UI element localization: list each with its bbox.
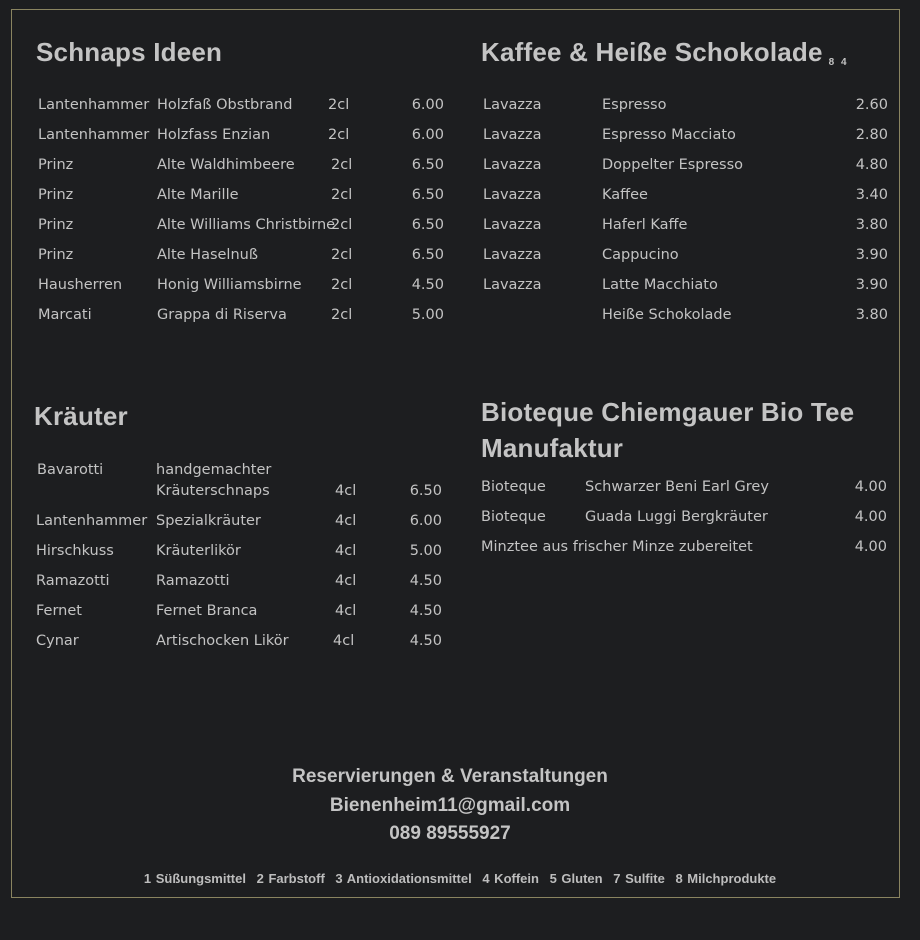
item-brand: Lantenhammer	[36, 513, 148, 529]
item-price: 3.80	[855, 307, 888, 323]
item-name: Espresso	[602, 97, 667, 113]
item-price: 4.50	[409, 573, 442, 589]
item-size: 2cl	[331, 217, 353, 233]
item-price: 2.60	[855, 97, 888, 113]
item-brand: Lavazza	[483, 127, 542, 143]
item-name: Haferl Kaffe	[602, 217, 688, 233]
item-price: 5.00	[409, 543, 442, 559]
item-brand: Lavazza	[483, 247, 542, 263]
item-brand: Prinz	[38, 217, 74, 233]
kaffee-title: Kaffee & Heiße Schokolade	[481, 37, 823, 67]
contact-phone[interactable]: 089 89555927	[389, 823, 511, 844]
item-name: Fernet Branca	[156, 603, 258, 619]
kaffee-heading	[481, 34, 849, 77]
tee-heading	[481, 394, 854, 466]
contact-email[interactable]: Bienenheim11@gmail.com	[329, 795, 571, 816]
item-price: 5.00	[411, 307, 444, 323]
item-name: Alte Williams Christbirne	[157, 217, 336, 233]
item-price: 2.80	[855, 127, 888, 143]
item-size: 2cl	[331, 277, 353, 293]
item-size: 2cl	[331, 247, 353, 263]
tee-title-line1: Bioteque Chiemgauer Bio Tee	[481, 397, 855, 427]
item-size: 4cl	[335, 573, 357, 589]
legend-item: 1 Süßungsmittel	[143, 871, 246, 886]
item-name-line2: Kräuterschnaps	[156, 483, 270, 499]
item-price: 6.00	[409, 513, 442, 529]
item-price: 3.80	[855, 217, 888, 233]
item-size: 4cl	[335, 513, 357, 529]
item-size: 2cl	[328, 127, 350, 143]
item-price: 4.00	[854, 509, 887, 525]
item-price: 6.50	[411, 247, 444, 263]
item-name: Holzfass Enzian	[157, 127, 271, 143]
item-brand: Marcati	[38, 307, 92, 323]
legend-item: 7 Sulfite	[613, 871, 665, 886]
item-name: Spezialkräuter	[156, 513, 261, 529]
item-brand: Hausherren	[38, 277, 123, 293]
legend-item: 8 Milchprodukte	[675, 871, 777, 886]
item-name: Kräuterlikör	[156, 543, 241, 559]
item-name: Espresso Macciato	[602, 127, 736, 143]
item-brand: Lantenhammer	[38, 127, 150, 143]
item-price: 4.00	[854, 539, 887, 555]
allergen-note: 8 4	[828, 57, 849, 68]
item-price: 6.50	[411, 187, 444, 203]
allergen-legend	[90, 871, 830, 886]
item-name: Kaffee	[602, 187, 648, 203]
item-name: Minztee aus frischer Minze zubereitet	[481, 539, 753, 555]
contact-heading: Reservierungen & Veranstaltungen	[292, 766, 608, 787]
item-price: 4.00	[854, 479, 887, 495]
legend-item: 4 Koffein	[482, 871, 539, 886]
item-price: 3.90	[855, 277, 888, 293]
item-name: Honig Williamsbirne	[157, 277, 302, 293]
item-name: Alte Waldhimbeere	[157, 157, 295, 173]
item-size: 4cl	[335, 483, 357, 499]
item-size: 4cl	[335, 603, 357, 619]
legend-item: 2 Farbstoff	[256, 871, 325, 886]
item-brand: Prinz	[38, 187, 74, 203]
item-name: Alte Marille	[157, 187, 239, 203]
item-price: 4.50	[411, 277, 444, 293]
item-name: Guada Luggi Bergkräuter	[585, 509, 768, 525]
item-size: 2cl	[331, 157, 353, 173]
item-brand: Prinz	[38, 247, 74, 263]
item-name: Alte Haselnuß	[157, 247, 258, 263]
item-name: Doppelter Espresso	[602, 157, 744, 173]
item-brand: Lavazza	[483, 217, 542, 233]
item-price: 4.50	[409, 633, 442, 649]
schnaps-heading: Schnaps Ideen	[36, 37, 223, 67]
item-size: 4cl	[333, 633, 355, 649]
item-name: Ramazotti	[156, 573, 230, 589]
item-price: 4.80	[855, 157, 888, 173]
legend-item: 3 Antioxidationsmittel	[335, 871, 472, 886]
item-price: 6.00	[411, 97, 444, 113]
item-name: Cappucino	[602, 247, 679, 263]
item-name-line1: handgemachter	[156, 462, 272, 478]
item-price: 3.40	[855, 187, 888, 203]
item-brand: Bioteque	[481, 479, 546, 495]
item-brand: Bioteque	[481, 509, 546, 525]
legend-item: 5 Gluten	[549, 871, 603, 886]
item-brand: Prinz	[38, 157, 74, 173]
item-brand: Lavazza	[483, 97, 542, 113]
item-brand: Lavazza	[483, 187, 542, 203]
item-price: 3.90	[855, 247, 888, 263]
item-brand: Fernet	[36, 603, 82, 619]
item-name: Grappa di Riserva	[157, 307, 287, 323]
item-brand: Ramazotti	[36, 573, 110, 589]
item-brand: Bavarotti	[37, 462, 104, 478]
item-brand: Cynar	[36, 633, 79, 649]
item-brand: Lantenhammer	[38, 97, 150, 113]
item-price: 6.50	[409, 483, 442, 499]
item-price: 4.50	[409, 603, 442, 619]
item-brand: Hirschkuss	[36, 543, 114, 559]
item-brand: Lavazza	[483, 277, 542, 293]
item-name: Latte Macchiato	[602, 277, 718, 293]
item-size: 4cl	[335, 543, 357, 559]
item-name: Schwarzer Beni Earl Grey	[585, 479, 769, 495]
item-price: 6.50	[411, 157, 444, 173]
item-size: 2cl	[331, 307, 353, 323]
item-name: Heiße Schokolade	[602, 307, 732, 323]
item-size: 2cl	[331, 187, 353, 203]
item-price: 6.00	[411, 127, 444, 143]
item-name: Holzfaß Obstbrand	[157, 97, 293, 113]
item-size: 2cl	[328, 97, 350, 113]
item-price: 6.50	[411, 217, 444, 233]
item-name: Artischocken Likör	[156, 633, 289, 649]
kraeuter-heading: Kräuter	[34, 401, 128, 431]
tee-title-line2: Manufaktur	[481, 433, 624, 463]
item-brand: Lavazza	[483, 157, 542, 173]
